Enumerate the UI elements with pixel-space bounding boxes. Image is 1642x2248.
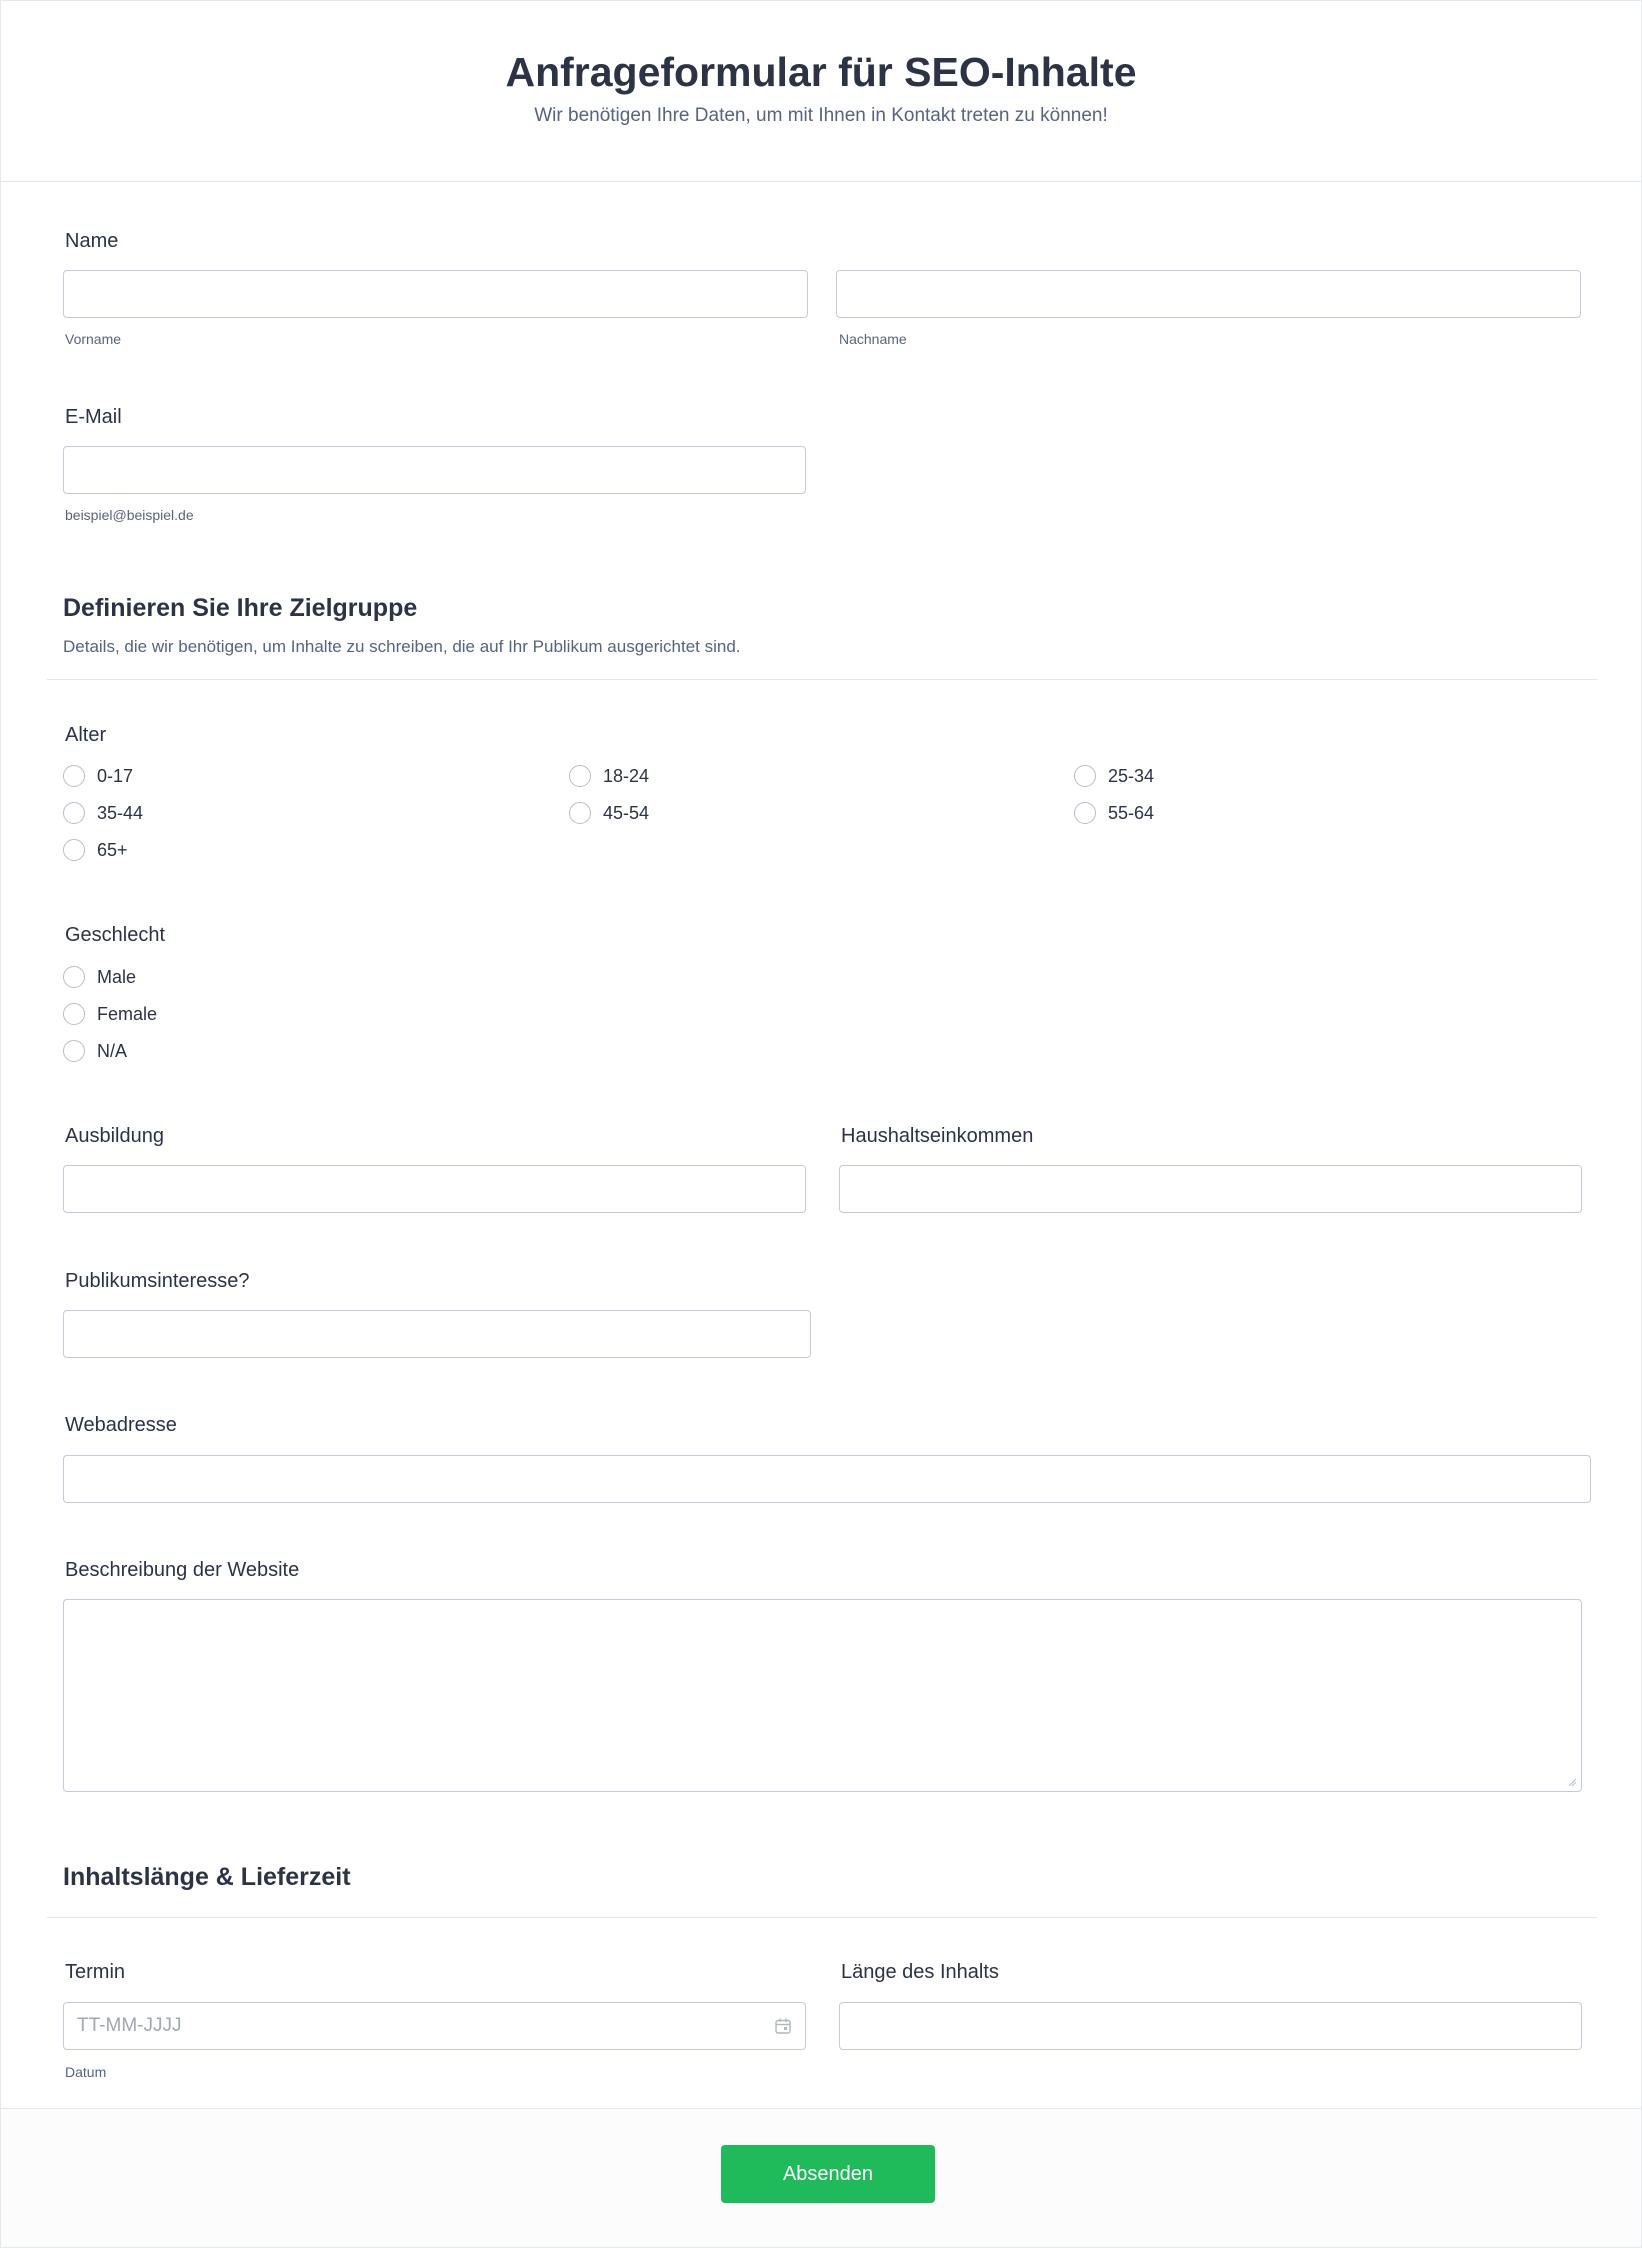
calendar-icon[interactable] [774,2017,792,2035]
first-name-sublabel: Vorname [65,331,122,347]
deadline-placeholder: TT-MM-JJJJ [77,2015,182,2036]
income-input[interactable] [839,1165,1582,1213]
radio-button[interactable] [63,839,85,861]
content-length-input[interactable] [839,2002,1582,2050]
age-option-45-54[interactable]: 45-54 [569,799,649,827]
last-name-sublabel: Nachname [839,331,907,347]
email-input[interactable] [63,446,806,494]
web-address-input[interactable] [63,1455,1591,1503]
radio-button[interactable] [63,966,85,988]
web-address-label: Webadresse [65,1414,177,1436]
form-title: Anfrageformular für SEO-Inhalte [505,49,1137,95]
audience-section-divider [47,679,1597,680]
radio-button[interactable] [63,765,85,787]
radio-button[interactable] [1074,802,1096,824]
deadline-label: Termin [65,1961,126,1983]
gender-option-na[interactable]: N/A [63,1037,127,1065]
age-option-25-34[interactable]: 25-34 [1074,762,1154,790]
email-sublabel: beispiel@beispiel.de [65,507,194,523]
age-option-55-64[interactable]: 55-64 [1074,799,1154,827]
interest-label: Publikumsinteresse? [65,1270,250,1292]
radio-button[interactable] [569,802,591,824]
radio-button[interactable] [63,802,85,824]
deadline-sublabel: Datum [65,2064,107,2080]
radio-button[interactable] [63,1040,85,1062]
site-description-label: Beschreibung der Website [65,1559,300,1581]
age-option-0-17[interactable]: 0-17 [63,762,133,790]
income-label: Haushaltseinkommen [841,1125,1034,1147]
content-section-divider [47,1917,1597,1918]
radio-button[interactable] [63,1003,85,1025]
content-section-title: Inhaltslänge & Lieferzeit [63,1863,351,1891]
radio-button[interactable] [1074,765,1096,787]
submit-button[interactable]: Absenden [721,2145,935,2203]
gender-option-female[interactable]: Female [63,1000,157,1028]
age-option-18-24[interactable]: 18-24 [569,762,649,790]
header-divider [1,181,1641,182]
name-label: Name [65,230,119,252]
audience-section-description: Details, die wir benötigen, um Inhalte zu schreiben, die auf Ihr Publikum ausgerichtet sind. [63,637,741,656]
education-label: Ausbildung [65,1125,164,1147]
deadline-date-input[interactable] [63,2002,806,2050]
age-option-35-44[interactable]: 35-44 [63,799,143,827]
site-description-textarea[interactable] [63,1599,1582,1792]
last-name-input[interactable] [836,270,1581,318]
age-label: Alter [65,724,107,746]
content-length-label: Länge des Inhalts [841,1961,999,1983]
email-label: E-Mail [65,406,122,428]
first-name-input[interactable] [63,270,808,318]
gender-label: Geschlecht [65,924,166,946]
form-subtitle: Wir benötigen Ihre Daten, um mit Ihnen in Kontakt treten zu können! [534,105,1108,126]
gender-option-male[interactable]: Male [63,963,136,991]
interest-input[interactable] [63,1310,811,1358]
audience-section-title: Definieren Sie Ihre Zielgruppe [63,594,418,622]
age-option-65-plus[interactable]: 65+ [63,836,128,864]
radio-button[interactable] [569,765,591,787]
resize-handle-icon[interactable] [1567,1777,1577,1787]
education-input[interactable] [63,1165,806,1213]
